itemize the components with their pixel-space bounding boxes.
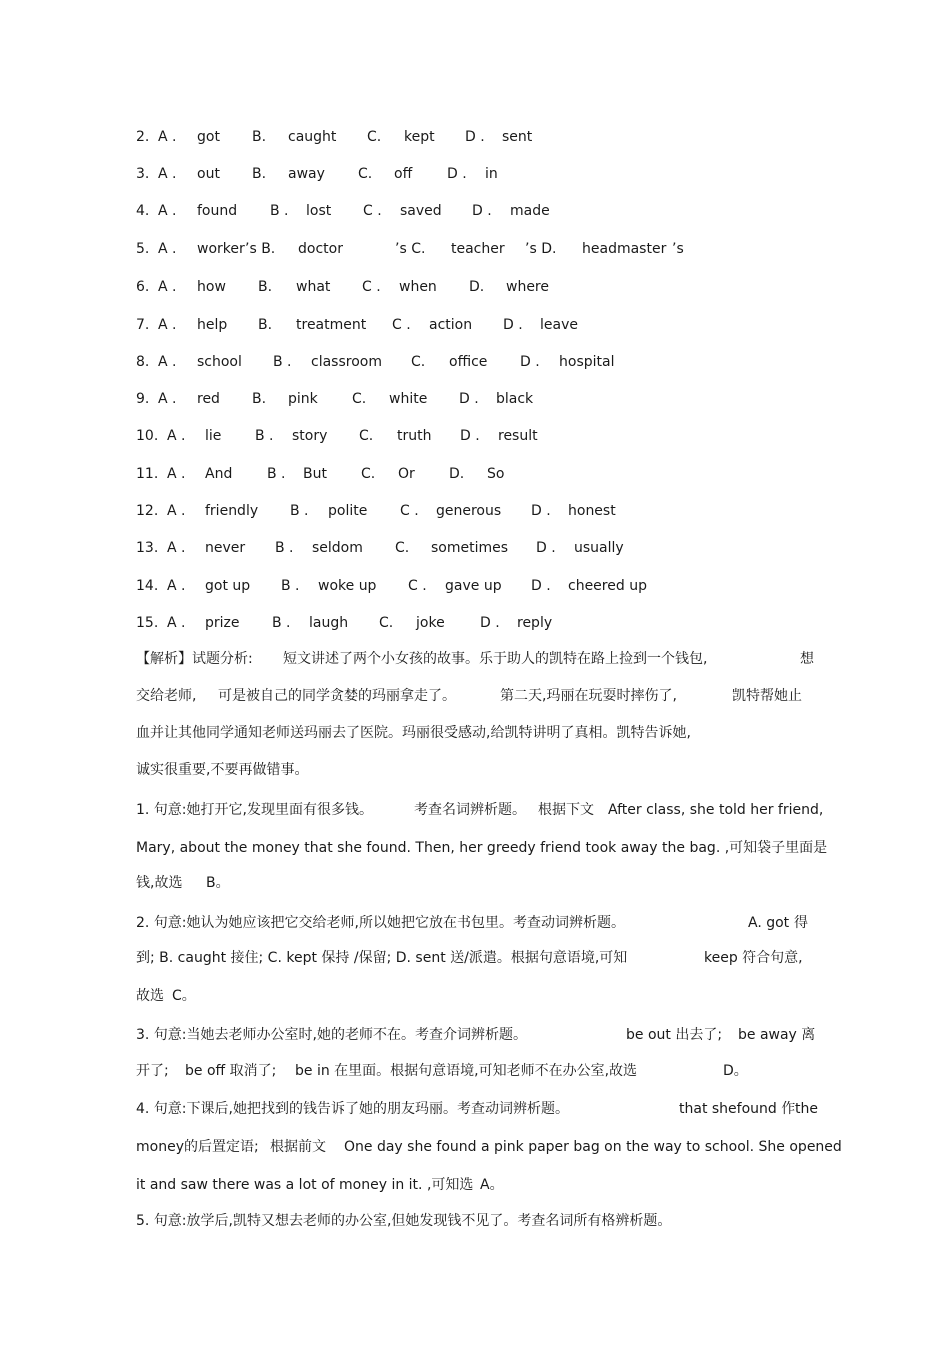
option-letter: D . <box>459 391 479 407</box>
option-word: hospital <box>559 354 615 370</box>
option-word: leave <box>540 317 578 333</box>
option-letter: D . <box>531 503 551 519</box>
option-letter: C. <box>361 466 376 482</box>
option-word: worker <box>197 241 245 257</box>
option-letter: A . <box>158 241 177 257</box>
explanation-text: B。 <box>206 875 230 891</box>
explanation-text: Mary, about the money that she found. Then, her greedy friend took away the bag. ,可知袋子里面是 <box>136 840 828 856</box>
question-number: 7. <box>136 317 150 333</box>
explanation-text: 4. 句意:下课后,她把找到的钱告诉了她的朋友玛丽。考查动词辨析题。 <box>136 1101 569 1117</box>
explanation-text: be off 取消了; <box>185 1063 277 1079</box>
option-word: made <box>510 203 550 219</box>
option-word: treatment <box>296 317 367 333</box>
option-word: school <box>197 354 242 370</box>
explanation-text: the <box>795 1101 818 1117</box>
explanation-text: 考查名词辨析题。 <box>414 802 526 818</box>
analysis-text: 凯特帮她止 <box>732 688 802 704</box>
explanation-text: keep 符合句意, <box>704 950 803 966</box>
option-letter: D . <box>536 540 556 556</box>
analysis-text: 【解析】试题分析: <box>136 651 253 667</box>
option-letter: D . <box>480 615 500 631</box>
option-letter: D . <box>503 317 523 333</box>
option-letter: D. <box>469 279 485 295</box>
question-number: 10. <box>136 428 159 444</box>
option-word: office <box>449 354 488 370</box>
option-word: sometimes <box>431 540 509 556</box>
option-word: teacher <box>451 241 505 257</box>
option-word: headmaster <box>582 241 667 257</box>
option-word: friendly <box>205 503 259 519</box>
explanation-text: it and saw there was a lot of money in it. ,可知选 <box>136 1177 474 1193</box>
option-word: off <box>394 166 413 182</box>
option-letter: C. <box>411 354 426 370</box>
explanation-text: D。 <box>723 1063 748 1079</box>
option-word: Or <box>398 466 415 482</box>
option-word: truth <box>397 428 432 444</box>
option-word: gave up <box>445 578 502 594</box>
option-letter: C . <box>362 279 381 295</box>
question-number: 15. <box>136 615 159 631</box>
option-letter: B . <box>255 428 274 444</box>
option-word: never <box>205 540 246 556</box>
option-word: And <box>205 466 233 482</box>
option-letter: D . <box>460 428 480 444</box>
explanation-text: 1. 句意:她打开它,发现里面有很多钱。 <box>136 802 373 818</box>
explanation-text: 根据前文 <box>270 1139 326 1155</box>
option-word: sent <box>502 129 533 145</box>
option-word: lie <box>205 428 222 444</box>
explanation-text: A. got <box>748 915 790 931</box>
explanation-text: 得 <box>794 915 808 931</box>
option-word: in <box>485 166 498 182</box>
analysis-text: 诚实很重要,不要再做错事。 <box>136 762 309 778</box>
option-letter: A . <box>167 578 186 594</box>
option-word: white <box>389 391 428 407</box>
analysis-text: 短文讲述了两个小女孩的故事。乐于助人的凯特在路上捡到一个钱包, <box>283 651 708 667</box>
analysis-text: 可是被自己的同学贪婪的玛丽拿走了。 <box>218 688 456 704</box>
option-letter: D . <box>472 203 492 219</box>
explanation-text: 到; B. caught 接住; C. kept 保持 /保留; D. sent 送/派遣。根据句意语境,可知 <box>136 950 628 966</box>
option-letter: B. <box>252 391 267 407</box>
option-word: out <box>197 166 220 182</box>
option-word: kept <box>404 129 435 145</box>
option-word: cheered up <box>568 578 647 594</box>
option-letter: C. <box>359 428 374 444</box>
option-word: got up <box>205 578 251 594</box>
explanation-text: that shefound 作 <box>679 1101 796 1117</box>
option-word: how <box>197 279 226 295</box>
option-letter: D . <box>520 354 540 370</box>
option-word: doctor <box>298 241 343 257</box>
option-letter: A . <box>167 540 186 556</box>
explanation-text: 3. 句意:当她去老师办公室时,她的老师不在。考查介词辨析题。 <box>136 1027 527 1043</box>
option-letter: C. <box>352 391 367 407</box>
option-letter: B. <box>258 279 273 295</box>
option-word: classroom <box>311 354 382 370</box>
option-letter: A . <box>158 317 177 333</box>
question-number: 14. <box>136 578 159 594</box>
option-word: away <box>288 166 325 182</box>
option-word: generous <box>436 503 502 519</box>
option-letter: A . <box>167 428 186 444</box>
option-word: caught <box>288 129 337 145</box>
option-letter: ’s B. <box>245 241 276 257</box>
option-letter: A . <box>167 615 186 631</box>
option-word: help <box>197 317 228 333</box>
option-letter: B . <box>290 503 309 519</box>
option-letter: C . <box>408 578 427 594</box>
option-letter: A . <box>158 129 177 145</box>
explanation-text: A。 <box>480 1177 504 1193</box>
explanation-text: 根据下文 <box>538 802 594 818</box>
option-letter: C. <box>379 615 394 631</box>
explanation-text: be out 出去了; <box>626 1027 723 1043</box>
option-letter: B . <box>281 578 300 594</box>
question-number: 3. <box>136 166 150 182</box>
option-letter: C . <box>363 203 382 219</box>
analysis-text: 血并让其他同学通知老师送玛丽去了医院。玛丽很受感动,给凯特讲明了真相。凯特告诉她, <box>136 725 691 741</box>
option-letter: C. <box>358 166 373 182</box>
question-number: 9. <box>136 391 150 407</box>
option-letter: D . <box>465 129 485 145</box>
option-letter: ’s D. <box>525 241 557 257</box>
option-letter: C . <box>392 317 411 333</box>
option-suffix: ’s <box>672 241 684 257</box>
option-letter: B . <box>275 540 294 556</box>
option-letter: C. <box>395 540 410 556</box>
option-word: when <box>399 279 437 295</box>
option-word: woke up <box>318 578 377 594</box>
option-word: where <box>506 279 549 295</box>
option-word: joke <box>416 615 445 631</box>
analysis-text: 想 <box>800 651 814 667</box>
option-word: black <box>496 391 534 407</box>
explanation-text: 钱,故选 <box>136 875 183 891</box>
option-word: red <box>197 391 220 407</box>
option-word: But <box>303 466 327 482</box>
option-word: pink <box>288 391 318 407</box>
question-number: 12. <box>136 503 159 519</box>
question-number: 5. <box>136 241 150 257</box>
explanation-text: be away 离 <box>738 1027 816 1043</box>
option-letter: D . <box>531 578 551 594</box>
explanation-text: 2. 句意:她认为她应该把它交给老师,所以她把它放在书包里。考查动词辨析题。 <box>136 915 625 931</box>
question-number: 13. <box>136 540 159 556</box>
option-letter: A . <box>167 503 186 519</box>
option-letter: B . <box>272 615 291 631</box>
option-word: So <box>487 466 505 482</box>
option-word: seldom <box>312 540 363 556</box>
option-letter: B. <box>252 129 267 145</box>
explanation-text: C。 <box>172 988 196 1004</box>
option-word: prize <box>205 615 240 631</box>
option-letter: D. <box>449 466 465 482</box>
explanation-text: be in 在里面。根据句意语境,可知老师不在办公室,故选 <box>295 1063 638 1079</box>
option-word: lost <box>306 203 332 219</box>
option-letter: C . <box>400 503 419 519</box>
option-word: action <box>429 317 473 333</box>
option-word: reply <box>517 615 553 631</box>
option-word: honest <box>568 503 616 519</box>
option-letter: ’s C. <box>395 241 426 257</box>
option-word: laugh <box>309 615 349 631</box>
option-letter: A . <box>167 466 186 482</box>
explanation-text: One day she found a pink paper bag on the way to school. She opened <box>344 1139 842 1155</box>
option-letter: B . <box>267 466 286 482</box>
option-letter: B . <box>270 203 289 219</box>
question-number: 8. <box>136 354 150 370</box>
explanation-text: After class, she told her friend, <box>608 802 824 818</box>
question-number: 6. <box>136 279 150 295</box>
option-letter: A . <box>158 354 177 370</box>
question-number: 11. <box>136 466 159 482</box>
option-word: polite <box>328 503 368 519</box>
option-letter: A . <box>158 166 177 182</box>
question-number: 2. <box>136 129 150 145</box>
analysis-text: 第二天,玛丽在玩耍时摔伤了, <box>500 688 677 704</box>
explanation-text: 开了; <box>136 1063 169 1079</box>
option-word: saved <box>400 203 442 219</box>
option-word: result <box>498 428 538 444</box>
explanation-text: 5. 句意:放学后,凯特又想去老师的办公室,但她发现钱不见了。考查名词所有格辨析题。 <box>136 1213 672 1229</box>
option-letter: B. <box>252 166 267 182</box>
option-letter: C. <box>367 129 382 145</box>
option-word: story <box>292 428 328 444</box>
option-letter: B . <box>273 354 292 370</box>
explanation-text: money的后置定语; <box>136 1139 259 1155</box>
option-letter: A . <box>158 203 177 219</box>
option-letter: D . <box>447 166 467 182</box>
option-letter: A . <box>158 391 177 407</box>
option-letter: A . <box>158 279 177 295</box>
option-word: got <box>197 129 220 145</box>
explanation-text: 故选 <box>136 988 164 1004</box>
option-word: what <box>296 279 331 295</box>
question-number: 4. <box>136 203 150 219</box>
analysis-text: 交给老师, <box>136 688 197 704</box>
option-word: usually <box>574 540 624 556</box>
option-letter: B. <box>258 317 273 333</box>
option-word: found <box>197 203 238 219</box>
